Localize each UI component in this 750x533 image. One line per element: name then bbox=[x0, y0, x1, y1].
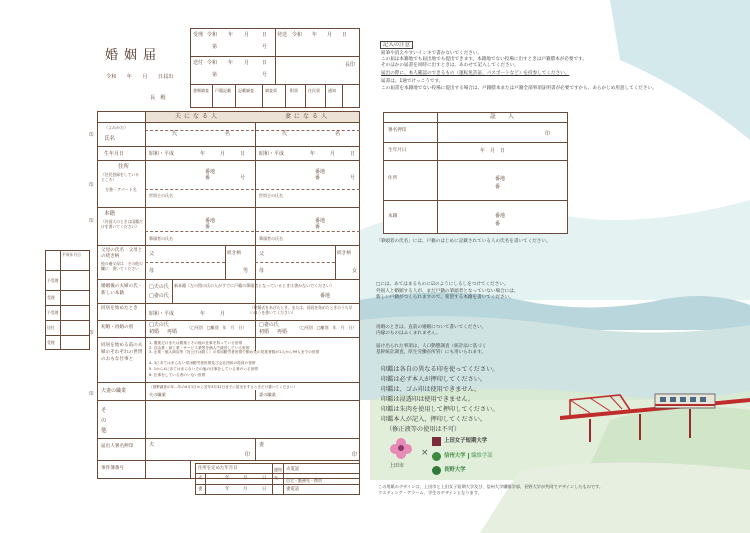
occupation-label: 夫妻の職業 bbox=[101, 388, 127, 394]
city-flower-logo-icon bbox=[388, 435, 414, 461]
office-label: 長 殿 bbox=[150, 95, 166, 101]
seal-mark: 印 bbox=[89, 183, 94, 188]
office-number-label: 事件簿番号 bbox=[101, 466, 124, 471]
name-label: 氏名 bbox=[104, 136, 116, 142]
school2-dept: 繊維学部 bbox=[468, 453, 493, 459]
city-name: 上田市 bbox=[389, 463, 405, 469]
date-line[interactable]: 令和 年 月 日届出 bbox=[106, 74, 174, 80]
parents-label: 父母の氏名 父母との続き柄 bbox=[101, 248, 143, 259]
seal-mark: 印 bbox=[89, 392, 94, 397]
birth-label: 生年月日 bbox=[104, 151, 125, 157]
other-label: その他 bbox=[101, 408, 107, 434]
school1-logo-icon bbox=[432, 437, 441, 446]
cohabit-label: 同居を始めたとき bbox=[101, 306, 138, 311]
address-label: 住所 bbox=[118, 164, 130, 170]
sent-label: 送付 bbox=[193, 60, 204, 66]
domicile-label: 本籍 bbox=[104, 211, 116, 217]
acceptance-label: 受理 bbox=[193, 32, 204, 38]
school3-logo-icon bbox=[432, 466, 441, 475]
notes-heading: 記入の注意 bbox=[380, 41, 413, 49]
witness-title: 証人 bbox=[490, 113, 527, 120]
school1-name: 上田女子短期大学 bbox=[444, 438, 488, 444]
school2-logo-icon bbox=[432, 452, 441, 461]
wife-header: 妻になる人 bbox=[285, 113, 331, 120]
school2-name: 信州大学 bbox=[444, 453, 466, 459]
seal-mark: 印 bbox=[89, 133, 94, 138]
household-label: 同居を始める前の夫婦のそれぞれの世帯のおもな仕事と bbox=[101, 343, 143, 362]
signature-label: 届出人署名押印 bbox=[101, 444, 134, 449]
seal-mark: 印 bbox=[89, 219, 94, 224]
seal-mark: 印 bbox=[89, 331, 94, 336]
bridge-illustration bbox=[560, 370, 750, 445]
previous-label: 初婚・再婚の別 bbox=[101, 325, 134, 330]
form-title: 婚姻届 bbox=[105, 48, 163, 63]
cross-mark: × bbox=[421, 448, 429, 458]
new-family-label: 婚姻後の夫婦の氏・新しい本籍 bbox=[101, 284, 143, 296]
shipping-line: 発送 令和 年 月 日 bbox=[277, 32, 348, 38]
school3-name: 長野大学 bbox=[444, 467, 466, 473]
husband-header: 夫になる人 bbox=[175, 113, 221, 120]
